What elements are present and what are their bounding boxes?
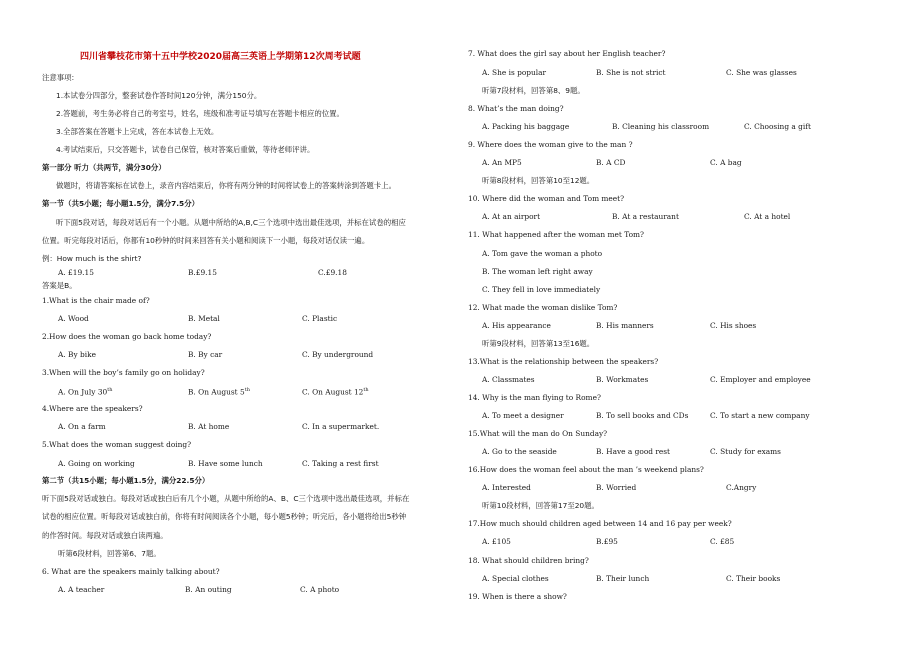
q11-option-b: B. The woman left right away (482, 267, 593, 276)
question-8: 8. What’s the man doing? (468, 104, 564, 113)
q1-option-c: C. Plastic (302, 314, 338, 323)
q6-option-a: A. A teacher (58, 585, 105, 594)
q7-option-b: B. She is not strict (596, 68, 666, 77)
q18-option-b: B. Their lunch (596, 574, 650, 583)
listen-6: 听第6段材料，回答第6、7题。 (58, 549, 161, 558)
q3-option-a: A. On July 30th (58, 387, 113, 397)
question-12: 12. What made the woman dislike Tom? (468, 303, 618, 312)
listen-7: 听第7段材料，回答第8、9题。 (482, 86, 585, 95)
question-4: 4.Where are the speakers? (42, 404, 143, 413)
section2-heading: 第二节（共15小题；每小题1.5分，满分22.5分） (42, 476, 210, 485)
q17-option-c: C. £85 (710, 537, 735, 546)
q12-option-c: C. His shoes (710, 321, 757, 330)
q13-option-a: A. Classmates (482, 375, 535, 384)
q5-option-a: A. Going on working (58, 459, 135, 468)
q6-option-b: B. An outing (185, 585, 232, 594)
q11-option-c: C. They fell in love immediately (482, 285, 601, 294)
q18-option-a: A. Special clothes (482, 574, 549, 583)
section1-desc-2: 位置。听完每段对话后，你都有10秒钟的时间来回答有关小题和阅读下一小题，每段对话仅读一遍。 (42, 236, 370, 245)
notes-heading: 注意事项: (42, 73, 75, 82)
q9-option-c: C. A bag (710, 158, 742, 167)
q9-option-b: B. A CD (596, 158, 626, 167)
example-option-c: C.£9.18 (318, 268, 347, 277)
q2-option-a: A. By bike (58, 350, 96, 359)
q7-option-c: C. She was glasses (726, 68, 797, 77)
q11-option-a: A. Tom gave the woman a photo (482, 249, 603, 258)
question-6: 6. What are the speakers mainly talking about? (42, 567, 220, 576)
section2-desc-1: 听下面5段对话或独白。每段对话或独白后有几个小题，从题中所给的A、B、C三个选项中选出最佳选项，并标在 (42, 494, 410, 503)
example-question: 例：How much is the shirt? (42, 254, 142, 263)
question-14: 14. Why is the man flying to Rome? (468, 393, 601, 402)
q3-option-c: C. On August 12th (302, 387, 369, 397)
question-18: 18. What should children bring? (468, 556, 589, 565)
example-answer: 答案是B。 (42, 281, 77, 290)
example-option-b: B.£9.15 (188, 268, 217, 277)
question-15: 15.What will the man do On Sunday? (468, 429, 608, 438)
listen-9: 听第9段材料，回答第13至16题。 (482, 339, 595, 348)
q14-option-c: C. To start a new company (710, 411, 810, 420)
listen-8: 听第8段材料，回答第10至12题。 (482, 176, 595, 185)
question-13: 13.What is the relationship between the speakers? (468, 357, 659, 366)
q15-option-b: B. Have a good rest (596, 447, 671, 456)
q16-option-c: C.Angry (726, 483, 757, 492)
question-1: 1.What is the chair made of? (42, 296, 150, 305)
part1-desc: 做题时，将请答案标在试卷上，录音内容结束后，你将有两分钟的时间将试卷上的答案转涂到答题卡上。 (56, 181, 396, 190)
q1-option-a: A. Wood (58, 314, 89, 323)
q16-option-a: A. Interested (482, 483, 531, 492)
q8-option-a: A. Packing his baggage (482, 122, 570, 131)
question-17: 17.How much should children aged between 14 and 16 pay per week? (468, 519, 732, 528)
q10-option-c: C. At a hotel (744, 212, 791, 221)
q8-option-b: B. Cleaning his classroom (612, 122, 710, 131)
note-2: 2.答题前，考生务必将自己的考室号，姓名，班级和准考证号填写在答题卡相应的位置。 (56, 109, 344, 118)
q12-option-b: B. His manners (596, 321, 654, 330)
page-title: 四川省攀枝花市第十五中学校2020届高三英语上学期第12次周考试题 (80, 52, 361, 62)
q2-option-c: C. By underground (302, 350, 374, 359)
question-19: 19. When is there a show? (468, 592, 567, 601)
part1-heading: 第一部分 听力（共两节，满分30分） (42, 163, 166, 172)
q8-option-c: C. Choosing a gift (744, 122, 811, 131)
note-3: 3.全部答案在答题卡上完成，答在本试卷上无效。 (56, 127, 219, 136)
section2-desc-3: 的作答时间。每段对话或独白读两遍。 (42, 531, 168, 540)
listen-10: 听第10段材料，回答第17至20题。 (482, 501, 599, 510)
note-4: 4.考试结束后，只交答题卡，试卷自己保管，核对答案后重做，等待老师评讲。 (56, 145, 315, 154)
question-2: 2.How does the woman go back home today? (42, 332, 212, 341)
q7-option-a: A. She is popular (482, 68, 547, 77)
q1-option-b: B. Metal (188, 314, 220, 323)
q10-option-a: A. At an airport (482, 212, 541, 221)
q4-option-b: B. At home (188, 422, 230, 431)
q5-option-c: C. Taking a rest first (302, 459, 379, 468)
q14-option-b: B. To sell books and CDs (596, 411, 689, 420)
question-3: 3.When will the boy’s family go on holiday? (42, 368, 205, 377)
q15-option-a: A. Go to the seaside (482, 447, 557, 456)
question-11: 11. What happened after the woman met Tom? (468, 230, 644, 239)
q16-option-b: B. Worried (596, 483, 637, 492)
q12-option-a: A. His appearance (482, 321, 551, 330)
q13-option-b: B. Workmates (596, 375, 649, 384)
question-16: 16.How does the woman feel about the man ’s weekend plans? (468, 465, 704, 474)
q4-option-a: A. On a farm (58, 422, 106, 431)
q3-option-b: B. On August 5th (188, 387, 250, 397)
q13-option-c: C. Employer and employee (710, 375, 811, 384)
section2-desc-2: 试卷的相应位置。听每段对话或独白前，你将有时间阅读各个小题，每小题5秒钟；听完后，各小题将给出5秒钟 (42, 512, 407, 521)
example-option-a: A. £19.15 (58, 268, 94, 277)
q17-option-a: A. £105 (482, 537, 511, 546)
q18-option-c: C. Their books (726, 574, 781, 583)
question-9: 9. Where does the woman give to the man ? (468, 140, 633, 149)
q2-option-b: B. By car (188, 350, 223, 359)
q10-option-b: B. At a restaurant (612, 212, 679, 221)
section1-heading: 第一节（共5小题；每小题1.5分，满分7.5分） (42, 199, 199, 208)
q15-option-c: C. Study for exams (710, 447, 781, 456)
note-1: 1.本试卷分四部分，整套试卷作答时间120分钟，满分150分。 (56, 91, 262, 100)
question-5: 5.What does the woman suggest doing? (42, 440, 192, 449)
q6-option-c: C. A photo (300, 585, 340, 594)
question-7: 7. What does the girl say about her English teacher? (468, 49, 666, 58)
question-10: 10. Where did the woman and Tom meet? (468, 194, 625, 203)
q17-option-b: B.£95 (596, 537, 618, 546)
q9-option-a: A. An MP5 (482, 158, 522, 167)
q4-option-c: C. In a supermarket. (302, 422, 380, 431)
q5-option-b: B. Have some lunch (188, 459, 263, 468)
q14-option-a: A. To meet a designer (482, 411, 564, 420)
section1-desc-1: 听下面5段对话，每段对话后有一个小题。从题中所给的A,B,C三个选项中选出最佳选项，并标在试卷的相应 (56, 218, 406, 227)
